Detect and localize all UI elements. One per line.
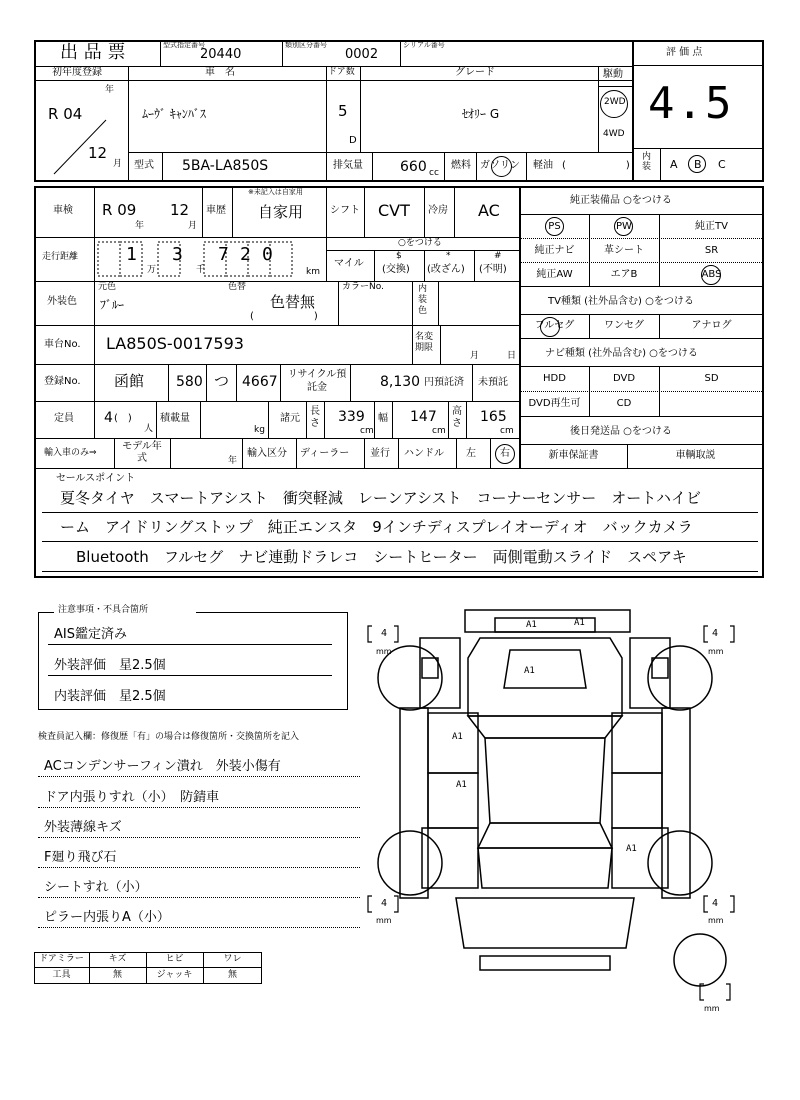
car-history: 自家用: [258, 203, 304, 221]
type-number: 20440: [200, 47, 242, 62]
interior-grade-circle: [688, 155, 706, 173]
car-grade: ｾｵﾘｰ G: [462, 107, 500, 121]
car-damage-diagram: [360, 598, 770, 1018]
sales-line-2: ーム アイドリングストップ 純正エンスタ 9インチディスプレイオーディオ バックカメラ: [60, 518, 693, 536]
first-reg-era: R 04: [48, 105, 83, 123]
sales-line-3: Bluetooth フルセグ ナビ連動ドラレコ シートヒーター 両側電動スライド スペアキ: [76, 548, 687, 566]
damage-mark-1: A1: [526, 620, 537, 630]
car-name: ﾑｰｳﾞ ｷｬﾝﾊﾞｽ: [142, 107, 206, 121]
model-code: 5BA-LA850S: [182, 158, 269, 174]
drive-2wd: 2WD: [604, 97, 626, 107]
sales-line-1: 夏冬タイヤ スマートアシスト 衝突軽減 レーンアシスト コーナーセンサー オートハイビ: [60, 489, 701, 507]
damage-mark-3: A1: [524, 666, 535, 676]
chassis-number: LA850S-0017593: [106, 334, 244, 353]
evaluation-score: 4.5: [648, 78, 734, 129]
original-color: ﾌﾞﾙｰ: [100, 298, 125, 312]
damage-mark-5: A1: [456, 780, 467, 790]
class-number: 0002: [345, 47, 379, 62]
damage-mark-6: A1: [626, 844, 637, 854]
damage-mark-2: A1: [574, 618, 585, 628]
fuel-circle: [491, 156, 512, 177]
form-title: 出 品 票: [60, 42, 126, 63]
odometer-digit-frames: [96, 240, 296, 280]
damage-mark-4: A1: [452, 732, 463, 742]
handle-right-circle: [495, 444, 515, 464]
